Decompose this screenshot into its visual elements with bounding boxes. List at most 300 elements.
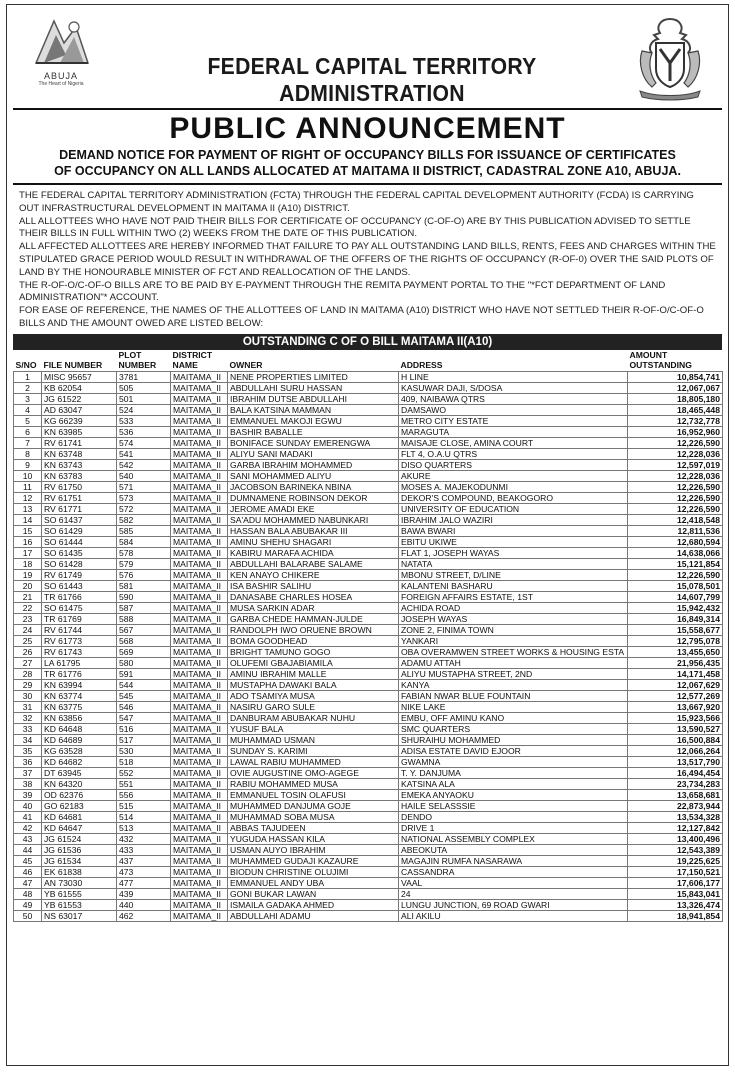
row-address: YANKARI [399, 635, 628, 646]
row-owner: ABDULLAHI ADAMU [228, 910, 399, 921]
row-plot-number: 587 [117, 602, 171, 613]
row-plot-number: 514 [117, 811, 171, 822]
row-district: MAITAMA_II [171, 525, 228, 536]
row-file-number: KD 64682 [42, 756, 117, 767]
row-owner: ABDULLAHI SURU HASSAN [228, 382, 399, 393]
row-address: FOREIGN AFFAIRS ESTATE, 1ST [399, 591, 628, 602]
row-sno: 48 [14, 888, 42, 899]
row-file-number: JG 61536 [42, 844, 117, 855]
row-sno: 8 [14, 448, 42, 459]
column-header-owner: OWNER [228, 360, 399, 371]
banner-subtitle-line-2: OF OCCUPANCY ON ALL LANDS ALLOCATED AT MAITAMA II DISTRICT, CADASTRAL ZONE A10, ABUJA. [54, 164, 681, 178]
row-district: MAITAMA_II [171, 514, 228, 525]
row-address: FABIAN NWAR BLUE FOUNTAIN [399, 690, 628, 701]
table-header-row [14, 360, 723, 371]
row-sno: 18 [14, 558, 42, 569]
row-file-number: KN 64320 [42, 778, 117, 789]
row-amount: 12,597,019 [628, 459, 723, 470]
table-row [14, 646, 723, 657]
row-file-number: SO 61428 [42, 558, 117, 569]
row-plot-number: 432 [117, 833, 171, 844]
row-amount: 13,517,790 [628, 756, 723, 767]
row-amount: 13,667,920 [628, 701, 723, 712]
row-file-number: JG 61534 [42, 855, 117, 866]
row-amount: 13,590,527 [628, 723, 723, 734]
row-sno: 37 [14, 767, 42, 778]
table-row [14, 404, 723, 415]
row-district: MAITAMA_II [171, 855, 228, 866]
paragraph: THE FEDERAL CAPITAL TERRITORY ADMINISTRATION (FCTA) THROUGH THE FEDERAL CAPITAL DEVELOPMENT AUTHORITY (FCDA) IS CARRYING OUT INFRASTRUCTURAL DEVELOPMENT IN MAITAMA II (A10) DISTRICT. [19, 190, 694, 214]
row-address: IBRAHIM JALO WAZIRI [399, 514, 628, 525]
row-amount: 15,078,501 [628, 580, 723, 591]
row-sno: 39 [14, 789, 42, 800]
row-owner: YUSUF BALA [228, 723, 399, 734]
row-file-number: RV 61744 [42, 624, 117, 635]
row-amount: 12,067,067 [628, 382, 723, 393]
row-district: MAITAMA_II [171, 591, 228, 602]
row-sno: 25 [14, 635, 42, 646]
table-row [14, 833, 723, 844]
row-sno: 19 [14, 569, 42, 580]
row-plot-number: 579 [117, 558, 171, 569]
banner-subtitle [7, 146, 728, 183]
row-sno: 50 [14, 910, 42, 921]
row-address: AKURE [399, 470, 628, 481]
row-owner: BASHIR BABALLE [228, 426, 399, 437]
row-plot-number: 440 [117, 899, 171, 910]
paragraph: FOR EASE OF REFERENCE, THE NAMES OF THE ALLOTTEES OF LAND IN MAITAMA (A10) DISTRICT WHO HAVE NOT SETTLED THEIR R-OF-O/C-OF-O BILLS AND THE AMOUNT OWED ARE LISTED BELOW: [19, 305, 704, 329]
row-district: MAITAMA_II [171, 371, 228, 382]
row-plot-number: 588 [117, 613, 171, 624]
row-address: KASUWAR DAJI, S/DOSA [399, 382, 628, 393]
row-file-number: KD 64689 [42, 734, 117, 745]
row-plot-number: 571 [117, 481, 171, 492]
row-sno: 33 [14, 723, 42, 734]
row-address: JOSEPH WAYAS [399, 613, 628, 624]
row-district: MAITAMA_II [171, 536, 228, 547]
row-file-number: KG 63528 [42, 745, 117, 756]
row-district: MAITAMA_II [171, 712, 228, 723]
row-address: T. Y. DANJUMA [399, 767, 628, 778]
row-plot-number: 541 [117, 448, 171, 459]
row-address: METRO CITY ESTATE [399, 415, 628, 426]
row-file-number: AN 73030 [42, 877, 117, 888]
row-amount: 22,873,944 [628, 800, 723, 811]
row-district: MAITAMA_II [171, 701, 228, 712]
row-amount: 12,577,269 [628, 690, 723, 701]
row-owner: ALIYU SANI MADAKI [228, 448, 399, 459]
row-sno: 32 [14, 712, 42, 723]
coat-of-arms-icon [630, 13, 710, 103]
row-plot-number: 580 [117, 657, 171, 668]
row-amount: 12,127,842 [628, 822, 723, 833]
row-amount: 14,638,066 [628, 547, 723, 558]
row-district: MAITAMA_II [171, 415, 228, 426]
row-plot-number: 544 [117, 679, 171, 690]
row-amount: 12,795,078 [628, 635, 723, 646]
table-row [14, 844, 723, 855]
row-file-number: SO 61475 [42, 602, 117, 613]
row-amount: 14,607,799 [628, 591, 723, 602]
row-owner: SANI MOHAMMED ALIYU [228, 470, 399, 481]
table-row [14, 690, 723, 701]
fct-logo [25, 13, 97, 103]
row-district: MAITAMA_II [171, 657, 228, 668]
row-amount: 17,150,521 [628, 866, 723, 877]
row-district: MAITAMA_II [171, 448, 228, 459]
row-sno: 4 [14, 404, 42, 415]
table-row [14, 657, 723, 668]
row-plot-number: 567 [117, 624, 171, 635]
row-district: MAITAMA_II [171, 635, 228, 646]
row-file-number: SO 61435 [42, 547, 117, 558]
table-row [14, 547, 723, 558]
row-amount: 13,658,681 [628, 789, 723, 800]
row-owner: MUSTAPHA DAWAKI BALA [228, 679, 399, 690]
table-row [14, 514, 723, 525]
table-row [14, 734, 723, 745]
row-file-number: RV 61750 [42, 481, 117, 492]
row-plot-number: 573 [117, 492, 171, 503]
row-file-number: KN 63774 [42, 690, 117, 701]
row-plot-number: 568 [117, 635, 171, 646]
row-district: MAITAMA_II [171, 569, 228, 580]
row-sno: 26 [14, 646, 42, 657]
row-district: MAITAMA_II [171, 767, 228, 778]
row-file-number: AD 63047 [42, 404, 117, 415]
row-owner: BOMA GOODHEAD [228, 635, 399, 646]
row-file-number: KD 64648 [42, 723, 117, 734]
table-row [14, 602, 723, 613]
row-sno: 43 [14, 833, 42, 844]
row-owner: GARBA CHEDE HAMMAN-JULDE [228, 613, 399, 624]
row-address: MAGAJIN RUMFA NASARAWA [399, 855, 628, 866]
row-file-number: RV 61751 [42, 492, 117, 503]
row-amount: 16,849,314 [628, 613, 723, 624]
row-address: KANYA [399, 679, 628, 690]
row-address: DRIVE 1 [399, 822, 628, 833]
row-plot-number: 437 [117, 855, 171, 866]
table-row [14, 459, 723, 470]
row-amount: 15,942,432 [628, 602, 723, 613]
row-amount: 12,226,590 [628, 569, 723, 580]
row-owner: JACOBSON BARINEKA NBINA [228, 481, 399, 492]
column-header-plot-number: NUMBER [117, 360, 171, 371]
row-amount: 15,843,041 [628, 888, 723, 899]
row-sno: 11 [14, 481, 42, 492]
row-plot-number: 501 [117, 393, 171, 404]
table-row [14, 778, 723, 789]
row-district: MAITAMA_II [171, 481, 228, 492]
row-sno: 10 [14, 470, 42, 481]
row-owner: BIODUN CHRISTINE OLUJIMI [228, 866, 399, 877]
row-address: LUNGU JUNCTION, 69 ROAD GWARI [399, 899, 628, 910]
row-address: NIKE LAKE [399, 701, 628, 712]
row-district: MAITAMA_II [171, 558, 228, 569]
row-plot-number: 513 [117, 822, 171, 833]
row-owner: MUHAMMED DANJUMA GOJE [228, 800, 399, 811]
row-plot-number: 581 [117, 580, 171, 591]
header [7, 5, 728, 108]
row-owner: RANDOLPH IWO ORUENE BROWN [228, 624, 399, 635]
row-plot-number: 540 [117, 470, 171, 481]
row-amount: 12,226,590 [628, 492, 723, 503]
row-sno: 28 [14, 668, 42, 679]
paragraph: ALL ALLOTTEES WHO HAVE NOT PAID THEIR BILLS FOR CERTIFICATE OF OCCUPANCY (C-OF-O) ARE BY THIS PUBLICATION ADVISED TO SETTLE THEIR BILLS IN FULL WITHIN TWO (2) WEEKS FROM THE DATE OF THIS PUBLICATION. [19, 215, 691, 240]
row-address: KALANTENI BASHARU [399, 580, 628, 591]
row-sno: 24 [14, 624, 42, 635]
row-address: ACHIDA ROAD [399, 602, 628, 613]
row-file-number: OD 62376 [42, 789, 117, 800]
table-row [14, 536, 723, 547]
row-district: MAITAMA_II [171, 822, 228, 833]
row-sno: 40 [14, 800, 42, 811]
row-address: DEKOR'S COMPOUND, BEAKOGORO [399, 492, 628, 503]
row-amount: 23,734,283 [628, 778, 723, 789]
row-file-number: KN 63994 [42, 679, 117, 690]
row-address: ABEOKUTA [399, 844, 628, 855]
row-district: MAITAMA_II [171, 382, 228, 393]
row-address: VAAL [399, 877, 628, 888]
table-row [14, 558, 723, 569]
row-plot-number: 473 [117, 866, 171, 877]
row-district: MAITAMA_II [171, 789, 228, 800]
row-owner: BONIFACE SUNDAY EMERENGWA [228, 437, 399, 448]
row-district: MAITAMA_II [171, 833, 228, 844]
paragraph: THE R-OF-O/C-OF-O BILLS ARE TO BE PAID BY E-PAYMENT THROUGH THE REMITA PAYMENT PORTAL TO THE "*FCT DEPARTMENT OF LAND ADMINISTRATION"* ACCOUNT. [19, 279, 666, 304]
row-file-number: KN 63783 [42, 470, 117, 481]
row-file-number: JG 61524 [42, 833, 117, 844]
row-district: MAITAMA_II [171, 470, 228, 481]
row-address: ADISA ESTATE DAVID EJOOR [399, 745, 628, 756]
row-plot-number: 505 [117, 382, 171, 393]
row-address: MAISAJE CLOSE, AMINA COURT [399, 437, 628, 448]
row-address: KATSINA ALA [399, 778, 628, 789]
row-amount: 16,952,960 [628, 426, 723, 437]
table-row [14, 877, 723, 888]
row-plot-number: 530 [117, 745, 171, 756]
table-row [14, 679, 723, 690]
table-row [14, 415, 723, 426]
row-address: MARAGUTA [399, 426, 628, 437]
row-sno: 22 [14, 602, 42, 613]
row-owner: NASIRU GARO SULE [228, 701, 399, 712]
row-amount: 15,121,854 [628, 558, 723, 569]
row-district: MAITAMA_II [171, 503, 228, 514]
table-row [14, 569, 723, 580]
row-sno: 23 [14, 613, 42, 624]
table-row [14, 745, 723, 756]
row-file-number: JG 61522 [42, 393, 117, 404]
table-row [14, 899, 723, 910]
row-address: DENDO [399, 811, 628, 822]
row-amount: 12,067,629 [628, 679, 723, 690]
row-plot-number: 584 [117, 536, 171, 547]
row-plot-number: 591 [117, 668, 171, 679]
row-amount: 13,400,496 [628, 833, 723, 844]
row-address: NATIONAL ASSEMBLY COMPLEX [399, 833, 628, 844]
row-file-number: RV 61749 [42, 569, 117, 580]
row-district: MAITAMA_II [171, 602, 228, 613]
table-header-row-top [14, 350, 723, 361]
row-owner: SA'ADU MOHAMMED NABUNKARI [228, 514, 399, 525]
table-row [14, 371, 723, 382]
row-district: MAITAMA_II [171, 910, 228, 921]
row-amount: 13,534,328 [628, 811, 723, 822]
row-sno: 44 [14, 844, 42, 855]
column-header-district-name: NAME [171, 360, 228, 371]
row-plot-number: 546 [117, 701, 171, 712]
row-file-number: MISC 95657 [42, 371, 117, 382]
row-address: SMC QUARTERS [399, 723, 628, 734]
row-plot-number: 582 [117, 514, 171, 525]
row-owner: EMMANUEL TOSIN OLAFUSI [228, 789, 399, 800]
logo-city: ABUJA [43, 71, 78, 81]
row-file-number: GO 62183 [42, 800, 117, 811]
row-owner: ISMAILA GADAKA AHMED [228, 899, 399, 910]
column-header-amount: OUTSTANDING [628, 360, 723, 371]
row-plot-number: 536 [117, 426, 171, 437]
table-row [14, 580, 723, 591]
row-file-number: SO 61443 [42, 580, 117, 591]
row-address: OBA OVERAMWEN STREET WORKS & HOUSING ESTA [399, 646, 628, 657]
row-file-number: KN 63743 [42, 459, 117, 470]
table-body [14, 371, 723, 921]
table-row [14, 866, 723, 877]
row-address: DISO QUARTERS [399, 459, 628, 470]
row-owner: JEROME AMADI EKE [228, 503, 399, 514]
row-amount: 16,500,884 [628, 734, 723, 745]
agency-title: FEDERAL CAPITAL TERRITORY ADMINISTRATION [207, 53, 537, 106]
row-address: H LINE [399, 371, 628, 382]
row-sno: 21 [14, 591, 42, 602]
row-plot-number: 576 [117, 569, 171, 580]
row-address: EBITU UKIWE [399, 536, 628, 547]
row-owner: HASSAN BALA ABUBAKAR III [228, 525, 399, 536]
row-amount: 16,494,454 [628, 767, 723, 778]
row-sno: 38 [14, 778, 42, 789]
row-file-number: RV 61771 [42, 503, 117, 514]
row-owner: GONI BUKAR LAWAN [228, 888, 399, 899]
row-address: BAWA BWARI [399, 525, 628, 536]
table-row [14, 437, 723, 448]
row-district: MAITAMA_II [171, 899, 228, 910]
table-row [14, 789, 723, 800]
row-sno: 20 [14, 580, 42, 591]
row-owner: IBRAHIM DUTSE ABDULLAHI [228, 393, 399, 404]
row-owner: RABIU MOHAMMED MUSA [228, 778, 399, 789]
row-file-number: SO 61444 [42, 536, 117, 547]
row-district: MAITAMA_II [171, 437, 228, 448]
row-amount: 18,941,854 [628, 910, 723, 921]
row-district: MAITAMA_II [171, 734, 228, 745]
row-address: SHURAIHU MOHAMMED [399, 734, 628, 745]
row-plot-number: 551 [117, 778, 171, 789]
table-row [14, 701, 723, 712]
row-address: MOSES A. MAJEKODUNMI [399, 481, 628, 492]
row-address: ZONE 2, FINIMA TOWN [399, 624, 628, 635]
row-owner: MUHAMMAD USMAN [228, 734, 399, 745]
row-plot-number: 516 [117, 723, 171, 734]
row-amount: 17,606,177 [628, 877, 723, 888]
row-amount: 12,418,548 [628, 514, 723, 525]
column-header: PLOT [118, 349, 142, 360]
row-plot-number: 578 [117, 547, 171, 558]
table-row [14, 811, 723, 822]
table-row [14, 393, 723, 404]
table-row [14, 668, 723, 679]
row-plot-number: 569 [117, 646, 171, 657]
row-sno: 13 [14, 503, 42, 514]
row-district: MAITAMA_II [171, 679, 228, 690]
row-plot-number: 542 [117, 459, 171, 470]
row-amount: 10,854,741 [628, 371, 723, 382]
row-district: MAITAMA_II [171, 426, 228, 437]
table-row [14, 470, 723, 481]
row-sno: 49 [14, 899, 42, 910]
table-row [14, 888, 723, 899]
row-plot-number: 439 [117, 888, 171, 899]
row-sno: 6 [14, 426, 42, 437]
row-file-number: KN 63985 [42, 426, 117, 437]
row-owner: DUMNAMENE ROBINSON DEKOR [228, 492, 399, 503]
row-amount: 13,455,650 [628, 646, 723, 657]
row-sno: 2 [14, 382, 42, 393]
row-plot-number: 3781 [117, 371, 171, 382]
row-amount: 18,805,180 [628, 393, 723, 404]
row-address: 24 [399, 888, 628, 899]
row-plot-number: 545 [117, 690, 171, 701]
row-sno: 46 [14, 866, 42, 877]
row-sno: 34 [14, 734, 42, 745]
row-district: MAITAMA_II [171, 866, 228, 877]
row-owner: USMAN AUYO IBRAHIM [228, 844, 399, 855]
row-owner: AMINU IBRAHIM MALLE [228, 668, 399, 679]
row-file-number: KD 64647 [42, 822, 117, 833]
row-file-number: RV 61741 [42, 437, 117, 448]
row-amount: 18,465,448 [628, 404, 723, 415]
row-amount: 21,956,435 [628, 657, 723, 668]
row-district: MAITAMA_II [171, 877, 228, 888]
row-address: FLT 4, O.A.U QTRS [399, 448, 628, 459]
row-file-number: SO 61437 [42, 514, 117, 525]
row-plot-number: 524 [117, 404, 171, 415]
row-owner: MUHAMMED GUDAJI KAZAURE [228, 855, 399, 866]
column-header-file-number: FILE NUMBER [42, 360, 117, 371]
row-owner: GARBA IBRAHIM MOHAMMED [228, 459, 399, 470]
row-amount: 12,543,389 [628, 844, 723, 855]
row-district: MAITAMA_II [171, 459, 228, 470]
row-sno: 15 [14, 525, 42, 536]
row-address: ALIYU MUSTAPHA STREET, 2ND [399, 668, 628, 679]
row-file-number: LA 61795 [42, 657, 117, 668]
row-file-number: RV 61773 [42, 635, 117, 646]
row-sno: 36 [14, 756, 42, 767]
table-row [14, 910, 723, 921]
row-district: MAITAMA_II [171, 668, 228, 679]
banner-title: PUBLIC ANNOUNCEMENT [169, 112, 566, 145]
row-address: ALI AKILU [399, 910, 628, 921]
table-title: OUTSTANDING C OF O BILL MAITAMA II(A10) [13, 334, 722, 350]
table-row [14, 635, 723, 646]
table-row [14, 723, 723, 734]
column-header [228, 350, 399, 361]
row-sno: 45 [14, 855, 42, 866]
row-owner: AMINU SHEHU SHAGARI [228, 536, 399, 547]
row-address: GWAMNA [399, 756, 628, 767]
row-file-number: KB 62054 [42, 382, 117, 393]
row-amount: 12,226,590 [628, 481, 723, 492]
